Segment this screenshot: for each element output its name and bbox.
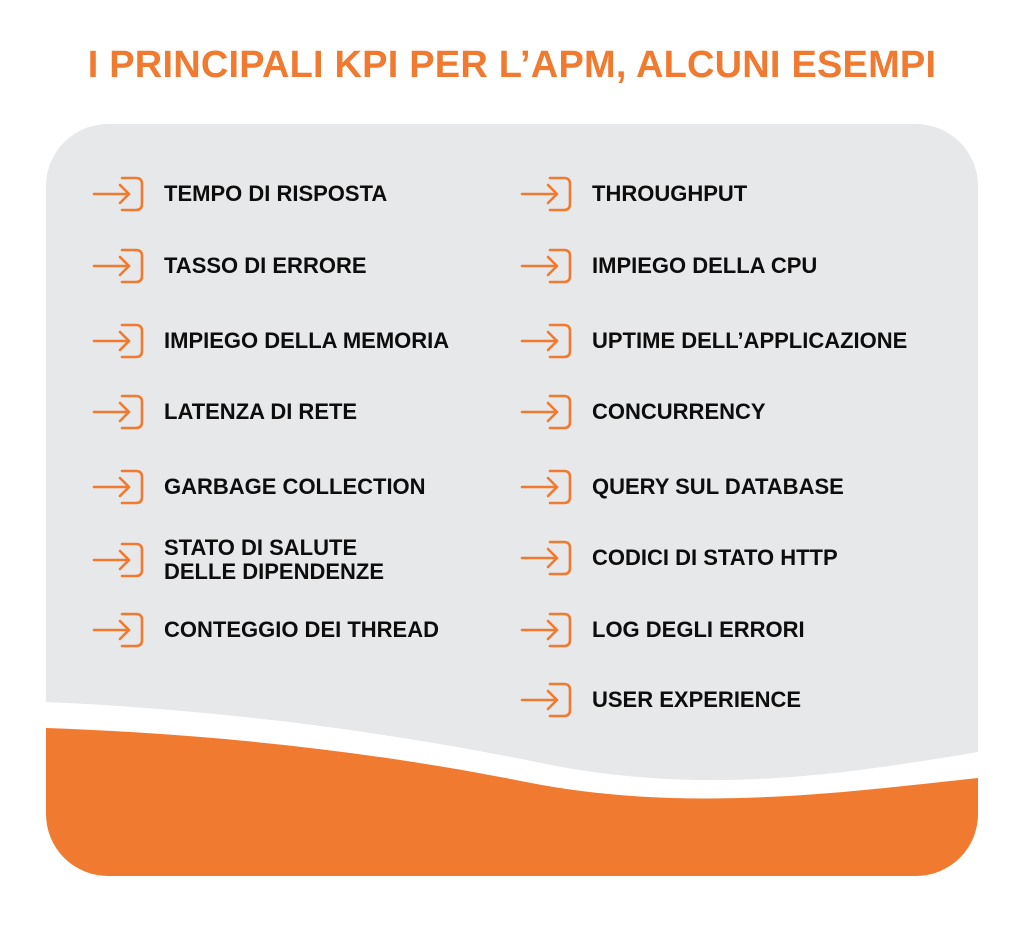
- arrow-into-box-icon: [520, 246, 574, 286]
- kpi-item: [92, 392, 357, 432]
- arrow-into-box-icon: [92, 392, 146, 432]
- kpi-label: IMPIEGO DELLA MEMORIA: [164, 328, 450, 353]
- arrow-into-box-icon: [92, 540, 146, 580]
- page-title: I PRINCIPALI KPI PER L’APM, ALCUNI ESEMPI: [87, 44, 937, 86]
- arrow-into-box-icon: [520, 467, 574, 507]
- kpi-item: [520, 467, 844, 507]
- kpi-item: [520, 610, 805, 650]
- kpi-label: THROUGHPUT: [592, 181, 748, 206]
- kpi-label: TASSO DI ERRORE: [164, 253, 367, 278]
- kpi-item: [92, 610, 439, 650]
- kpi-card: [46, 124, 978, 876]
- kpi-item: [520, 321, 907, 361]
- kpi-label: LOG DEGLI ERRORI: [592, 617, 805, 642]
- kpi-item: [92, 321, 449, 361]
- kpi-item: [520, 174, 747, 214]
- kpi-item: [520, 392, 766, 432]
- kpi-item: [92, 467, 426, 507]
- kpi-label: IMPIEGO DELLA CPU: [592, 253, 818, 278]
- arrow-into-box-icon: [92, 467, 146, 507]
- kpi-item: [520, 538, 838, 578]
- arrow-into-box-icon: [92, 246, 146, 286]
- kpi-label: STATO DI SALUTE DELLE DIPENDENZE: [164, 535, 385, 584]
- kpi-label: TEMPO DI RISPOSTA: [164, 181, 388, 206]
- kpi-label: UPTIME DELL’APPLICAZIONE: [592, 328, 908, 353]
- arrow-into-box-icon: [520, 392, 574, 432]
- kpi-item: [520, 680, 801, 720]
- kpi-item: [92, 174, 387, 214]
- arrow-into-box-icon: [520, 174, 574, 214]
- arrow-into-box-icon: [92, 321, 146, 361]
- arrow-into-box-icon: [92, 174, 146, 214]
- kpi-label: USER EXPERIENCE: [592, 687, 802, 712]
- kpi-label: QUERY SUL DATABASE: [592, 474, 844, 499]
- kpi-label: GARBAGE COLLECTION: [164, 474, 426, 499]
- kpi-item: [92, 536, 384, 584]
- arrow-into-box-icon: [520, 538, 574, 578]
- kpi-label: CONTEGGIO DEI THREAD: [164, 617, 440, 642]
- arrow-into-box-icon: [520, 680, 574, 720]
- kpi-label: CONCURRENCY: [592, 399, 766, 424]
- kpi-label: LATENZA DI RETE: [164, 399, 358, 424]
- kpi-label: CODICI DI STATO HTTP: [592, 545, 838, 570]
- kpi-item: [520, 246, 817, 286]
- arrow-into-box-icon: [520, 610, 574, 650]
- kpi-item: [92, 246, 367, 286]
- arrow-into-box-icon: [92, 610, 146, 650]
- arrow-into-box-icon: [520, 321, 574, 361]
